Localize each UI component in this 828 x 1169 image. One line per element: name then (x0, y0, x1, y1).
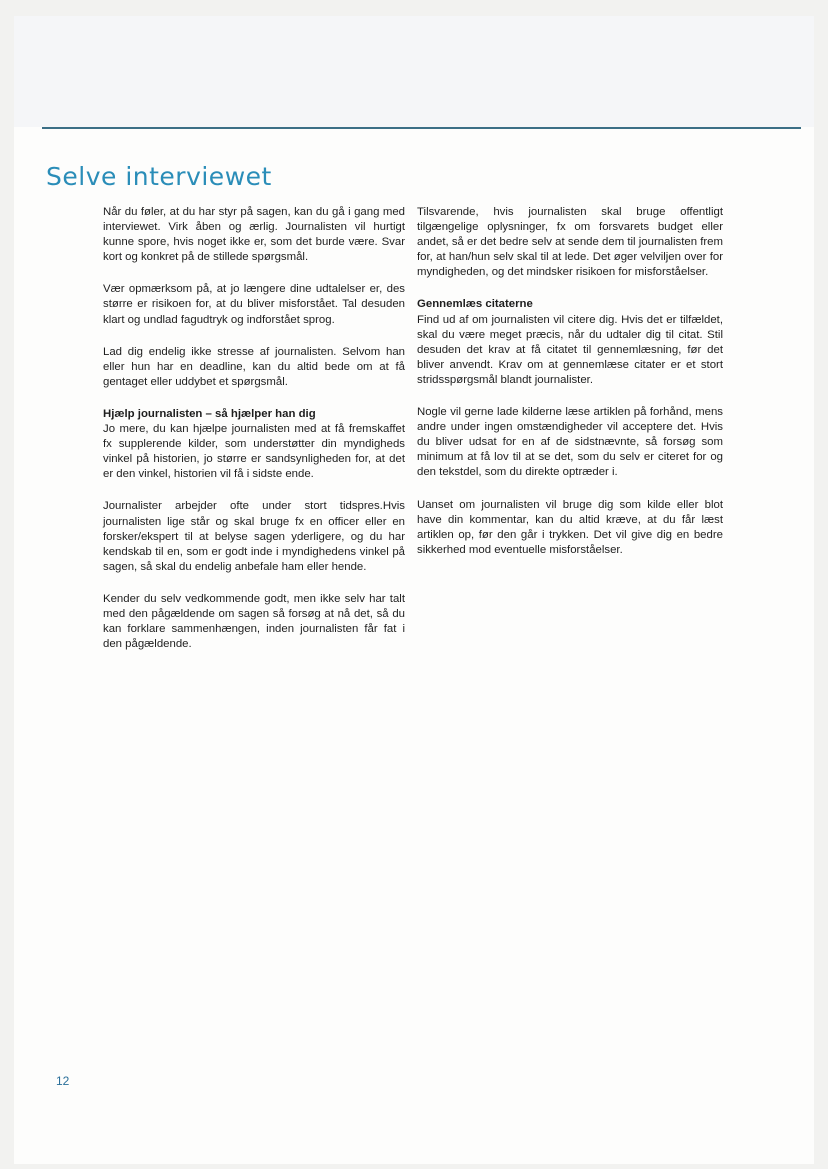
paragraph-text: Vær opmærksom på, at jo længere dine udtalelser er, des større er risikoen for, at du bliver misforstået. Tal desuden klart og undlad fagudtryk og indforstået sprog. (103, 283, 405, 326)
paragraph-text: Lad dig endelig ikke stresse af journalisten. Selvom han eller hun har en deadline, kan du altid bede om at få gentaget eller uddybet et spørgsmål. (103, 345, 405, 388)
paragraph (103, 345, 405, 390)
document-page (14, 16, 814, 1164)
paragraph (417, 205, 723, 280)
paragraph (417, 297, 723, 388)
paragraph-text: Når du føler, at du har styr på sagen, kan du gå i gang med interviewet. Virk åben og ærlig. Journalisten vil hurtigt kunne spore, hvis noget ikke er, som det burde være. Svar kort og konkret på de stillede spørgsmål. (103, 206, 405, 264)
paragraph-text: Jo mere, du kan hjælpe journalisten med at få fremskaffet fx supplerende kilder, som understøtter din myndigheds vinkel på historien, jo større er sandsynligheden for, at det er den vinkel, historien vil få i sidste ende. (103, 423, 405, 481)
paragraph-text: Kender du selv vedkommende godt, men ikke selv har talt med den pågældende om sagen så forsøg at nå det, så du kan forklare sammenhængen, inden journalisten får fat i den pågældende. (103, 592, 405, 651)
section-heading: Gennemlæs citaterne (417, 298, 533, 311)
header-rule (42, 127, 801, 129)
paragraph-text: Tilsvarende, hvis journalisten skal bruge offentligt tilgængelige oplysninger, fx om forsvarets budget eller andet, så er det bedre selv at sende dem til journalisten frem for, at han/hun selv skal til at lede. Det øger velviljen over for myndigheden, og det mindsker risikoen for misforståelser. (417, 206, 723, 279)
page-number: 12 (56, 1074, 70, 1088)
paragraph-text: Find ud af om journalisten vil citere dig. Hvis det er tilfældet, skal du være meget præcis, når du udtaler dig til citat. Stil desuden det krav at få citatet til gennemlæsning, før det bliver anvendt. Krav om at gennemlæse citater er et stort stridsspørgsmål blandt journalister. (417, 313, 723, 386)
header-band (14, 16, 814, 127)
right-column (417, 205, 723, 575)
paragraph-text: Nogle vil gerne lade kilderne læse artiklen på forhånd, mens andre under ingen omstændigheder vil acceptere det. Hvis du bliver udsat for en af de sidstnævnte, så forsøg som minimum at få lov til at se det, som du selv er citeret for og den tekstdel, som du direkte optræder i. (417, 406, 723, 479)
left-column (103, 205, 405, 669)
section-heading: Hjælp journalisten – så hjælper han dig (103, 407, 316, 420)
paragraph-text: Uanset om journalisten vil bruge dig som kilde eller blot have din kommentar, kan du altid kræve, at du får læst artiklen op, før den går i trykken. Det vil give dig en bedre sikkerhed mod eventuelle misforståelser. (417, 498, 723, 556)
paragraph (417, 405, 723, 480)
paragraph (103, 407, 405, 482)
paragraph (417, 498, 723, 558)
paragraph-text: Journalister arbejder ofte under stort tidspres.Hvis journalisten lige står og skal bruge fx en officer eller en forsker/ekspert til at belyse sagen yderligere, og du har kendskab til en, som er godt inde i myndighedens vinkel på sagen, så skal du endelig anbefale ham eller hende. (103, 500, 405, 573)
page-title: Selve interviewet (46, 162, 272, 191)
paragraph (103, 499, 405, 574)
paragraph (103, 282, 405, 327)
paragraph (103, 205, 405, 265)
paragraph (103, 592, 405, 652)
